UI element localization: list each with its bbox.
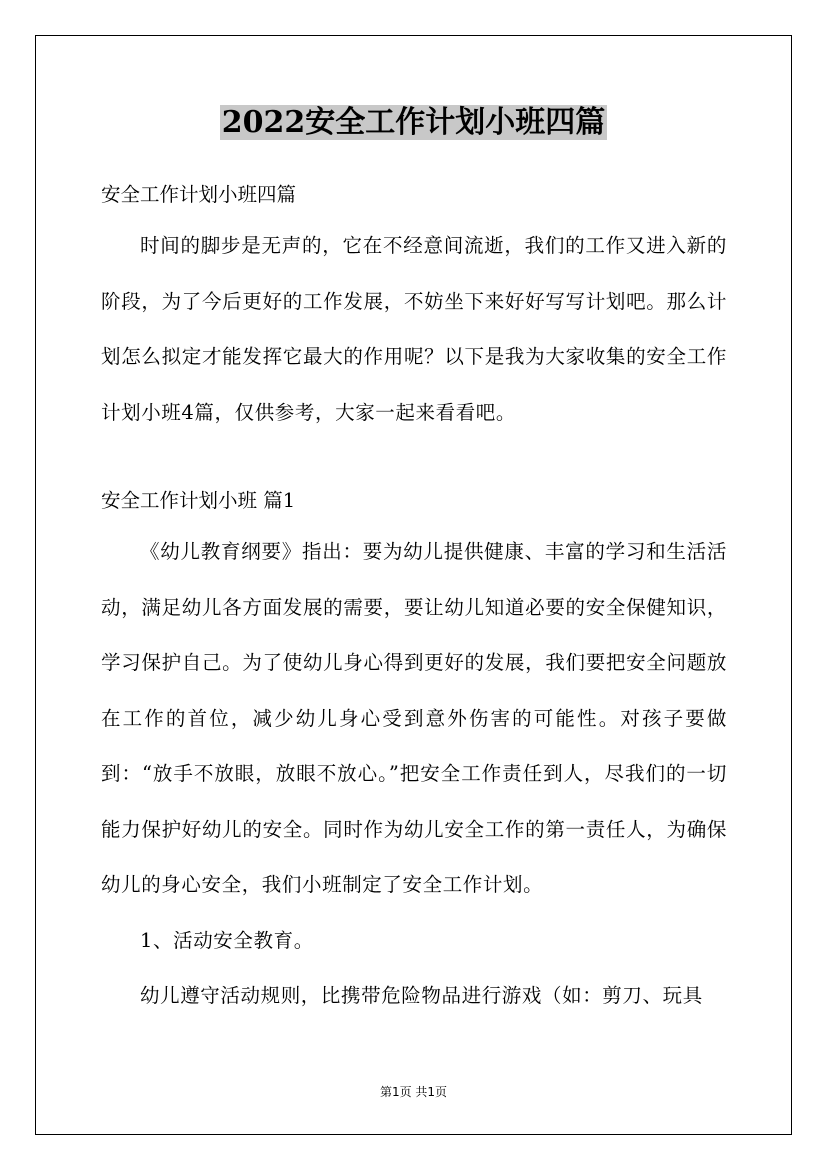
page-number: 第1页 共1页 (379, 1085, 448, 1099)
section-spacer (101, 440, 727, 478)
item-1-heading: 1、活动安全教育。 (140, 928, 314, 952)
intro-paragraph: 时间的脚步是无声的，它在不经意间流逝，我们的工作又进入新的阶段，为了今后更好的工作发展，不妨坐下来好好写写计划吧。那么计划怎么拟定才能发挥它最大的作用呢？以下是我为大家收集的安全工作计划小班4篇，仅供参考，大家一起来看看吧。 (101, 234, 727, 424)
section-1-paragraph: 《幼儿教育纲要》指出：要为幼儿提供健康、丰富的学习和生活活动，满足幼儿各方面发展的需要，要让幼儿知道必要的安全保健知识，学习保护自己。为了使幼儿身心得到更好的发展，我们要把安全问题放在工作的首位，减少幼儿身心受到意外伤害的可能性。对孩子要做到：“放手不放眼，放眼不放心。”把安全工作责任到人，尽我们的一切能力保护好幼儿的安全。同时作为幼儿安全工作的第一责任人，为确保幼儿的身心安全，我们小班制定了安全工作计划。 (101, 540, 727, 896)
item-1-paragraph: 幼儿遵守活动规则，比携带危险物品进行游戏（如：剪刀、玩具 (140, 984, 703, 1007)
section-1-heading: 安全工作计划小班 篇1 (101, 489, 296, 512)
document-title (0, 100, 827, 146)
document-subtitle: 安全工作计划小班四篇 (101, 183, 297, 206)
document-title-text: 2022安全工作计划小班四篇 (221, 105, 606, 140)
document-body (101, 172, 727, 1024)
